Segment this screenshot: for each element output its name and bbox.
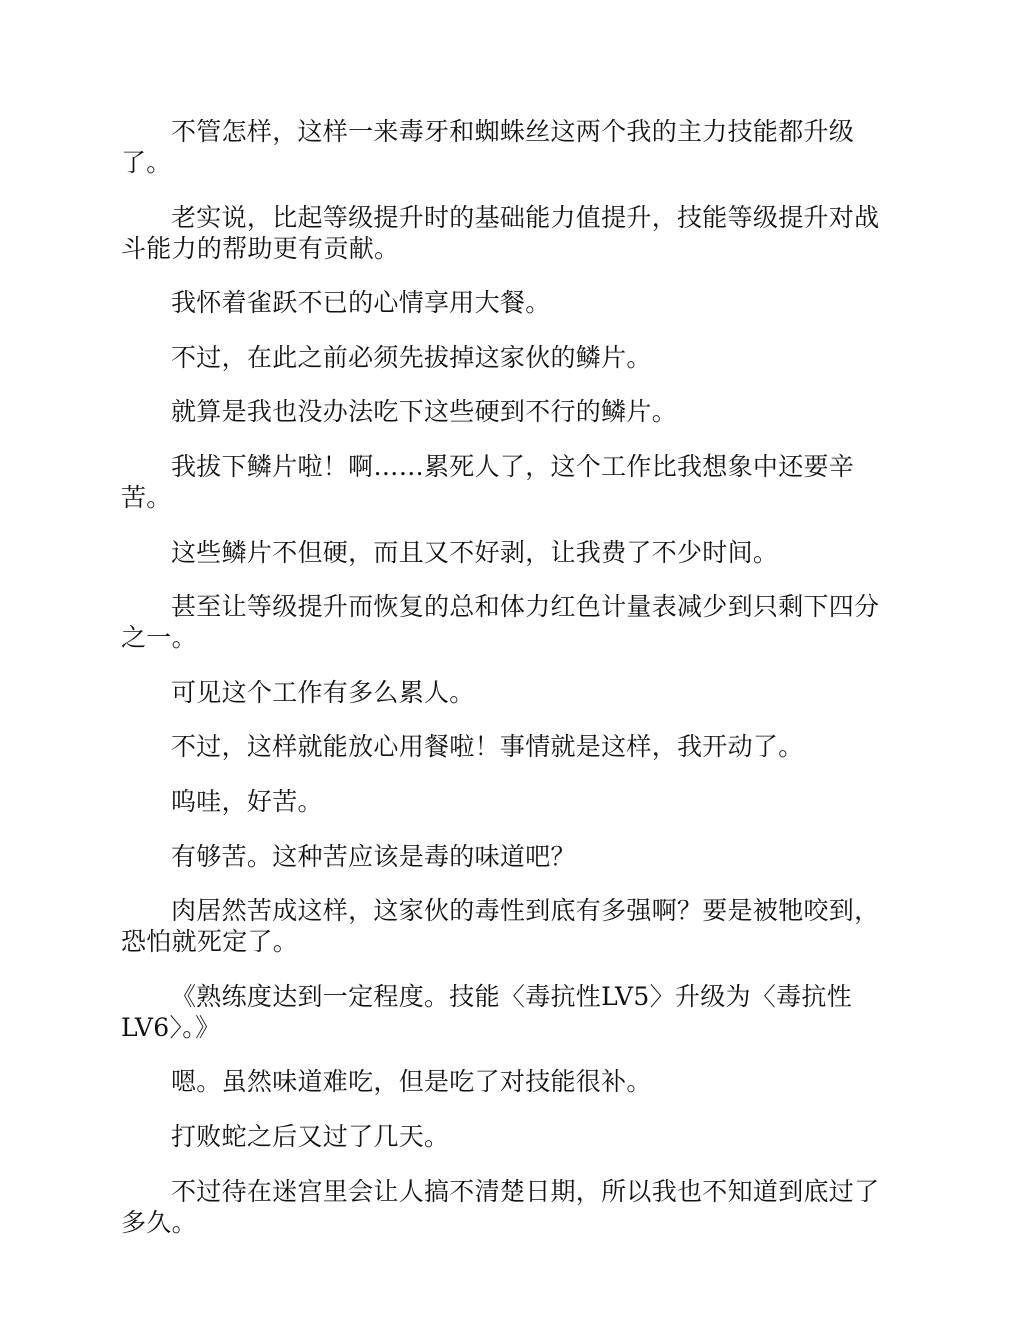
paragraph: 嗯。虽然味道难吃，但是吃了对技能很补。 bbox=[171, 1067, 652, 1097]
paragraph: 不过，在此之前必须先拔掉这家伙的鳞片。 bbox=[171, 342, 652, 372]
paragraph: 就算是我也没办法吃下这些硬到不行的鳞片。 bbox=[171, 397, 678, 427]
paragraph: 我拔下鳞片啦！啊……累死人了，这个工作比我想象中还要辛苦。 bbox=[121, 451, 855, 512]
document-page bbox=[121, 116, 899, 1261]
paragraph: 打败蛇之后又过了几天。 bbox=[171, 1121, 450, 1151]
paragraph: 老实说，比起等级提升时的基础能力值提升，技能等级提升对战斗能力的帮助更有贡献。 bbox=[121, 202, 880, 263]
paragraph: 肉居然苦成这样，这家伙的毒性到底有多强啊？要是被牠咬到，恐怕就死定了。 bbox=[121, 896, 880, 957]
paragraph: 甚至让等级提升而恢复的总和体力红色计量表减少到只剩下四分之一。 bbox=[121, 592, 880, 653]
paragraph: 《熟练度达到一定程度。技能〈毒抗性LV5〉升级为〈毒抗性LV6〉。》 bbox=[121, 981, 852, 1042]
paragraph: 我怀着雀跃不已的心情享用大餐。 bbox=[171, 288, 551, 318]
paragraph: 呜哇，好苦。 bbox=[171, 786, 323, 816]
paragraph: 不管怎样，这样一来毒牙和蜘蛛丝这两个我的主力技能都升级了。 bbox=[121, 117, 855, 177]
paragraph: 有够苦。这种苦应该是毒的味道吧？ bbox=[171, 841, 576, 871]
paragraph: 不过，这样就能放心用餐啦！事情就是这样，我开动了。 bbox=[171, 732, 804, 762]
paragraph: 这些鳞片不但硬，而且又不好剥，让我费了不少时间。 bbox=[171, 537, 779, 567]
paragraph: 不过待在迷宫里会让人搞不清楚日期，所以我也不知道到底过了多久。 bbox=[121, 1176, 880, 1237]
paragraph: 可见这个工作有多么累人。 bbox=[171, 677, 475, 707]
